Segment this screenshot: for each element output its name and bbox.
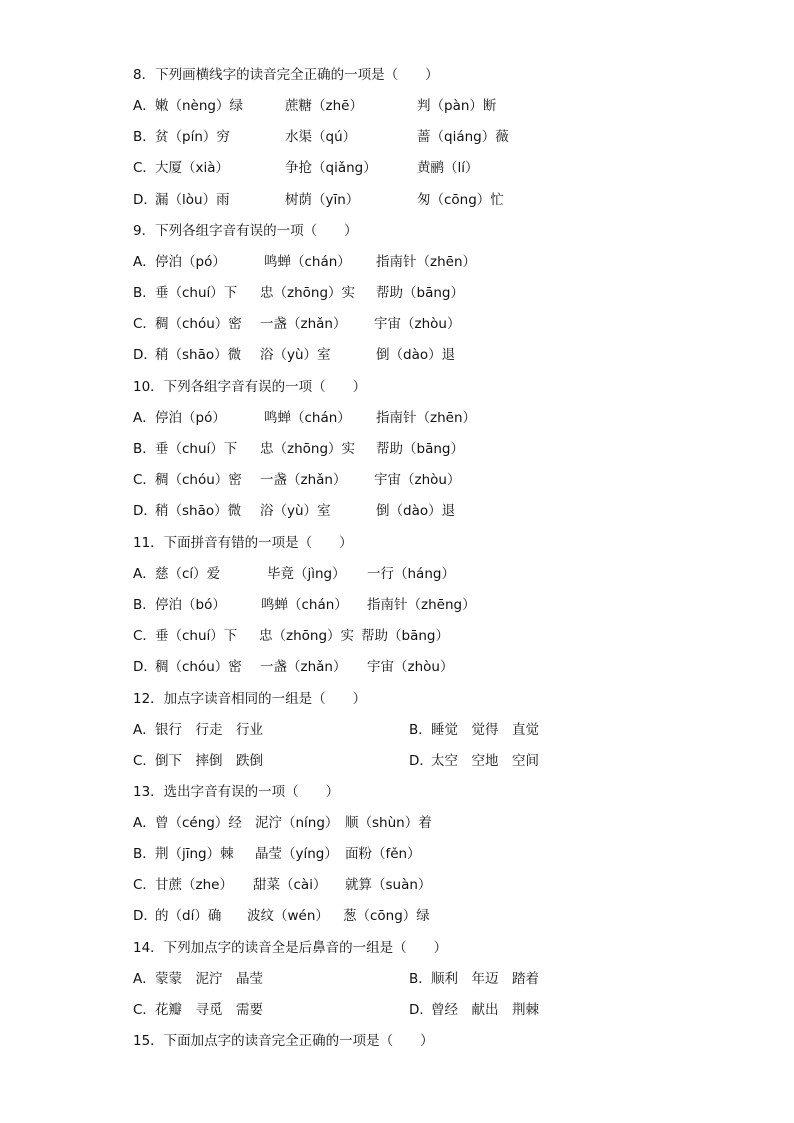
option-item-3: 指南针（zhēn） (376, 410, 477, 426)
option-item-3: 帮助（bāng） (361, 628, 449, 644)
option-item-3: 帮助（bāng） (376, 441, 464, 457)
option-item-1: 停泊（bó） (155, 597, 226, 613)
option-item-3: 葱（cōng）绿 (343, 908, 430, 924)
option-item-1: 稠（chóu）密 (155, 659, 242, 675)
option-item-3: 蔷（qiáng）薇 (417, 129, 509, 145)
option-item-2: 树荫（yīn） (285, 192, 360, 208)
option-letter: A． (133, 410, 156, 426)
option-letter: C． (133, 472, 156, 488)
option-item-2: 浴（yù）室 (260, 347, 331, 363)
option-letter: A． (133, 815, 156, 831)
option-item-1: 漏（lòu）雨 (155, 192, 230, 208)
option-letter: D． (133, 908, 157, 924)
option-item-2: 鸣蝉（chán） (264, 410, 351, 426)
option-item-2: 一盏（zhǎn） (260, 472, 347, 488)
question-10-stem: 10．下列各组字音有误的一项（ ） (133, 379, 367, 395)
option-item-1: 荆（jīng）棘 (155, 846, 234, 862)
option-item-3: 判（pàn）断 (417, 98, 497, 114)
option-letter: B． (133, 846, 156, 862)
option-letter: A． (133, 722, 156, 738)
option-item-2: 泥泞（níng） (255, 815, 339, 831)
question-11-stem: 11．下面拼音有错的一项是（ ） (133, 535, 353, 551)
option-item-2: 忠（zhōng）实 (260, 441, 356, 457)
option-item-3: 指南针（zhēn） (376, 254, 477, 270)
option-item-1: 甘蔗（zhe） (155, 877, 233, 893)
option-item-1: 贫（pín）穷 (155, 129, 230, 145)
option-words: 曾经 献出 荆棘 (431, 1002, 539, 1018)
option-words: 太空 空地 空间 (431, 753, 539, 769)
option-item-1: 垂（chuí）下 (155, 628, 238, 644)
option-item-2: 波纹（wén） (247, 908, 329, 924)
option-item-1: 大厦（xià） (155, 160, 230, 176)
option-item-2: 蔗糖（zhē） (285, 98, 363, 114)
option-letter: D． (409, 753, 433, 769)
option-item-2: 一盏（zhǎn） (260, 659, 347, 675)
option-item-3: 指南针（zhēng） (367, 597, 476, 613)
option-item-2: 浴（yù）室 (260, 503, 331, 519)
option-item-1: 稠（chóu）密 (155, 472, 242, 488)
question-14-stem: 14．下列加点字的读音全是后鼻音的一组是（ ） (133, 940, 448, 956)
option-item-2: 甜菜（cài） (253, 877, 327, 893)
option-item-1: 垂（chuí）下 (155, 441, 238, 457)
option-letter: B． (409, 971, 432, 987)
option-item-3: 帮助（bāng） (376, 285, 464, 301)
option-words: 花瓣 寻觅 需要 (155, 1002, 263, 1018)
option-item-3: 面粉（fěn） (345, 846, 421, 862)
option-letter: C． (133, 628, 156, 644)
option-item-3: 倒（dào）退 (376, 347, 456, 363)
question-13-stem: 13．选出字音有误的一项（ ） (133, 784, 340, 800)
option-item-1: 稍（shāo）微 (155, 347, 242, 363)
option-item-1: 慈（cí）爱 (155, 566, 221, 582)
question-8-stem: 8．下列画横线字的读音完全正确的一项是（ ） (133, 67, 439, 83)
option-item-3: 就算（suàn） (345, 877, 432, 893)
option-item-1: 的（dí）确 (155, 908, 222, 924)
option-item-1: 垂（chuí）下 (155, 285, 238, 301)
option-item-3: 黄鹂（lí） (417, 160, 479, 176)
option-words: 睡觉 觉得 直觉 (431, 722, 539, 738)
option-item-2: 水渠（qú） (285, 129, 357, 145)
option-letter: D． (409, 1002, 433, 1018)
option-words: 顺利 年迈 踏着 (431, 971, 539, 987)
option-item-2: 一盏（zhǎn） (260, 316, 347, 332)
option-item-1: 嫩（nèng）绿 (155, 98, 243, 114)
option-item-1: 曾（céng）经 (155, 815, 242, 831)
option-words: 倒下 摔倒 跌倒 (155, 753, 263, 769)
option-item-3: 倒（dào）退 (376, 503, 456, 519)
option-item-3: 顺（shùn）着 (345, 815, 432, 831)
option-item-3: 宇宙（zhòu） (374, 316, 461, 332)
option-item-2: 鸣蝉（chán） (261, 597, 348, 613)
option-item-2: 晶莹（yíng） (255, 846, 338, 862)
option-letter: A． (133, 971, 156, 987)
option-item-1: 稍（shāo）微 (155, 503, 242, 519)
option-item-3: 一行（háng） (367, 566, 455, 582)
option-letter: D． (133, 659, 157, 675)
option-letter: C． (133, 877, 156, 893)
option-item-2: 争抢（qiǎng） (285, 160, 377, 176)
option-letter: B． (133, 285, 156, 301)
option-words: 蒙蒙 泥泞 晶莹 (155, 971, 263, 987)
option-letter: C． (133, 1002, 156, 1018)
question-12-stem: 12．加点字读音相同的一组是（ ） (133, 691, 367, 707)
option-letter: B． (409, 722, 432, 738)
option-letter: B． (133, 129, 156, 145)
option-letter: B． (133, 441, 156, 457)
option-letter: C． (133, 160, 156, 176)
option-letter: A． (133, 566, 156, 582)
option-item-1: 停泊（pó） (155, 410, 226, 426)
option-item-2: 忠（zhōng）实 (260, 285, 356, 301)
option-letter: A． (133, 254, 156, 270)
option-item-1: 稠（chóu）密 (155, 316, 242, 332)
option-letter: D． (133, 503, 157, 519)
option-item-3: 宇宙（zhòu） (367, 659, 454, 675)
option-item-1: 停泊（pó） (155, 254, 226, 270)
option-letter: A． (133, 98, 156, 114)
option-item-2: 忠（zhōng）实 (259, 628, 355, 644)
option-words: 银行 行走 行业 (155, 722, 263, 738)
question-9-stem: 9．下列各组字音有误的一项（ ） (133, 223, 358, 239)
option-letter: C． (133, 316, 156, 332)
option-item-3: 匆（cōng）忙 (417, 192, 504, 208)
question-15-stem: 15．下面加点字的读音完全正确的一项是（ ） (133, 1033, 434, 1049)
option-letter: C． (133, 753, 156, 769)
option-item-3: 宇宙（zhòu） (374, 472, 461, 488)
option-letter: D． (133, 347, 157, 363)
option-letter: B． (133, 597, 156, 613)
option-item-2: 鸣蝉（chán） (264, 254, 351, 270)
option-item-2: 毕竟（jìng） (267, 566, 346, 582)
option-letter: D． (133, 192, 157, 208)
